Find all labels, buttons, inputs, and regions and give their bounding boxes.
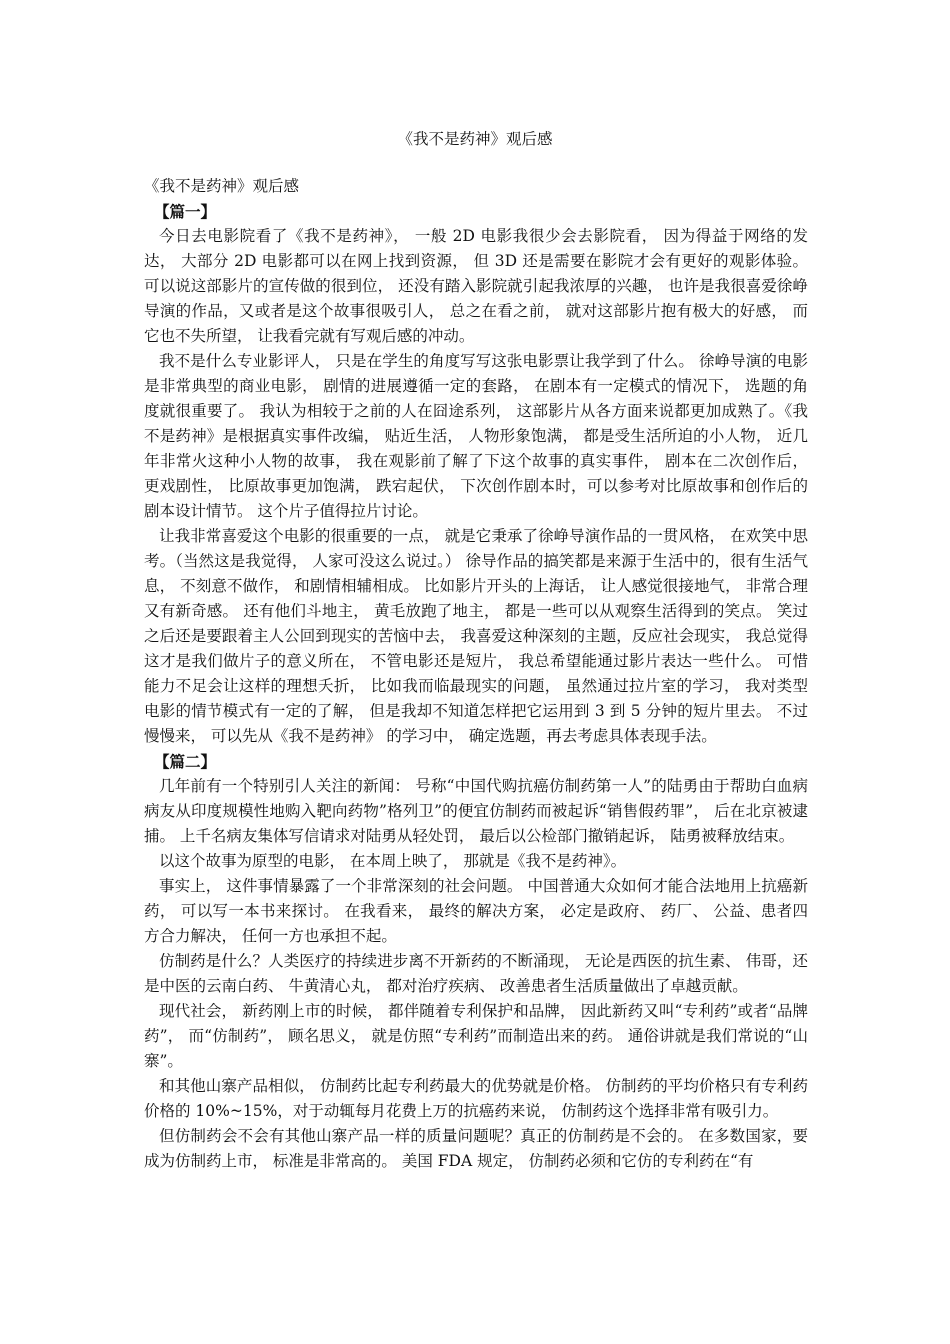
section-heading-part2: 【篇二】	[154, 752, 217, 771]
paragraph: 仿制药是什么？人类医疗的持续进步离不开新药的不断涌现， 无论是西医的抗生素、 伟哥，还是中医的云南白药、 牛黄清心丸， 都对治疗疾病、 改善患者生活质量做出了卓越贡献。	[144, 952, 808, 995]
paragraph: 现代社会， 新药刚上市的时候， 都伴随着专利保护和品牌， 因此新药又叫“专利药”或者“品牌药”， 而“仿制药”， 顾名思义， 就是仿照“专利药”而制造出来的药。 通俗讲就是我们常说的“山寨”。	[144, 1002, 808, 1070]
document-body	[144, 174, 808, 1174]
document-title: 《我不是药神》观后感	[397, 130, 553, 148]
paragraph: 但仿制药会不会有其他山寨产品一样的质量问题呢？真正的仿制药是不会的。 在多数国家，要成为仿制药上市， 标准是非常高的。 美国 FDA 规定， 仿制药必须和它仿的专利药在“有	[144, 1127, 808, 1170]
section-heading-part1: 【篇一】	[154, 202, 217, 221]
paragraph: 事实上， 这件事情暴露了一个非常深刻的社会问题。 中国普通大众如何才能合法地用上抗癌新药， 可以写一本书来探讨。 在我看来， 最终的解决方案， 必定是政府、 药厂、 公益、患者四方合力解决， 任何一方也承担不起。	[144, 877, 808, 945]
paragraph: 今日去电影院看了《我不是药神》， 一般 2D 电影我很少会去影院看， 因为得益于网络的发达， 大部分 2D 电影都可以在网上找到资源， 但 3D 还是需要在影院才会有更好的观影体验。 可以说这部影片的宣传做的很到位， 还没有踏入影院就引起我浓厚的兴趣， 也许是我很喜爱徐峥导演的作品，又或者是这个故事很吸引人， 总之在看之前， 就对这部影片抱有极大的好感， 而它也不失所望， 让我看完就有写观后感的冲动。	[144, 227, 808, 345]
document-subtitle: 《我不是药神》观后感	[144, 177, 300, 195]
paragraph: 我不是什么专业影评人， 只是在学生的角度写写这张电影票让我学到了什么。 徐峥导演的电影是非常典型的商业电影， 剧情的进展遵循一定的套路， 在剧本有一定模式的情况下， 选题的角度就很重要了。 我认为相较于之前的人在囧途系列， 这部影片从各方面来说都更加成熟了。《我不是药神》是根据真实事件改编， 贴近生活， 人物形象饱满， 都是受生活所迫的小人物， 近几年非常火这种小人物的故事， 我在观影前了解了下这个故事的真实事件， 剧本在二次创作后， 更戏剧性， 比原故事更加饱满， 跌宕起伏， 下次创作剧本时，可以参考对比原故事和创作后的剧本设计情节。 这个片子值得拉片讨论。	[144, 352, 808, 520]
paragraph: 几年前有一个特别引人关注的新闻： 号称“中国代购抗癌仿制药第一人”的陆勇由于帮助白血病病友从印度规模性地购入靶向药物”格列卫”的便宜仿制药而被起诉“销售假药罪”， 后在北京被逮捕。 上千名病友集体写信请求对陆勇从轻处罚， 最后以公检部门撤销起诉， 陆勇被释放结束。	[144, 777, 808, 845]
paragraph: 以这个故事为原型的电影， 在本周上映了， 那就是《我不是药神》。	[159, 852, 627, 870]
paragraph: 和其他山寨产品相似， 仿制药比起专利药最大的优势就是价格。 仿制药的平均价格只有专利药价格的 10%~15%，对于动辄每月花费上万的抗癌药来说， 仿制药这个选择非常有吸引力。	[144, 1077, 808, 1120]
paragraph: 让我非常喜爱这个电影的很重要的一点， 就是它秉承了徐峥导演作品的一贯风格， 在欢笑中思考。（当然这是我觉得， 人家可没这么说过。） 徐导作品的搞笑都是来源于生活中的，很有生活气息， 不刻意不做作， 和剧情相辅相成。 比如影片开头的上海话， 让人感觉很接地气， 非常合理又有新奇感。 还有他们斗地主， 黄毛放跑了地主， 都是一些可以从观察生活得到的笑点。 笑过之后还是要跟着主人公回到现实的苦恼中去， 我喜爱这种深刻的主题，反应社会现实， 我总觉得这才是我们做片子的意义所在， 不管电影还是短片， 我总希望能通过影片表达一些什么。 可惜能力不足会让这样的理想夭折， 比如我而临最现实的问题， 虽然通过拉片室的学习， 我对类型电影的情节模式有一定的了解， 但是我却不知道怎样把它运用到 3 到 5 分钟的短片里去。 不过慢慢来， 可以先从《我不是药神》 的学习中， 确定选题，再去考虑具体表现手法。	[144, 527, 808, 745]
